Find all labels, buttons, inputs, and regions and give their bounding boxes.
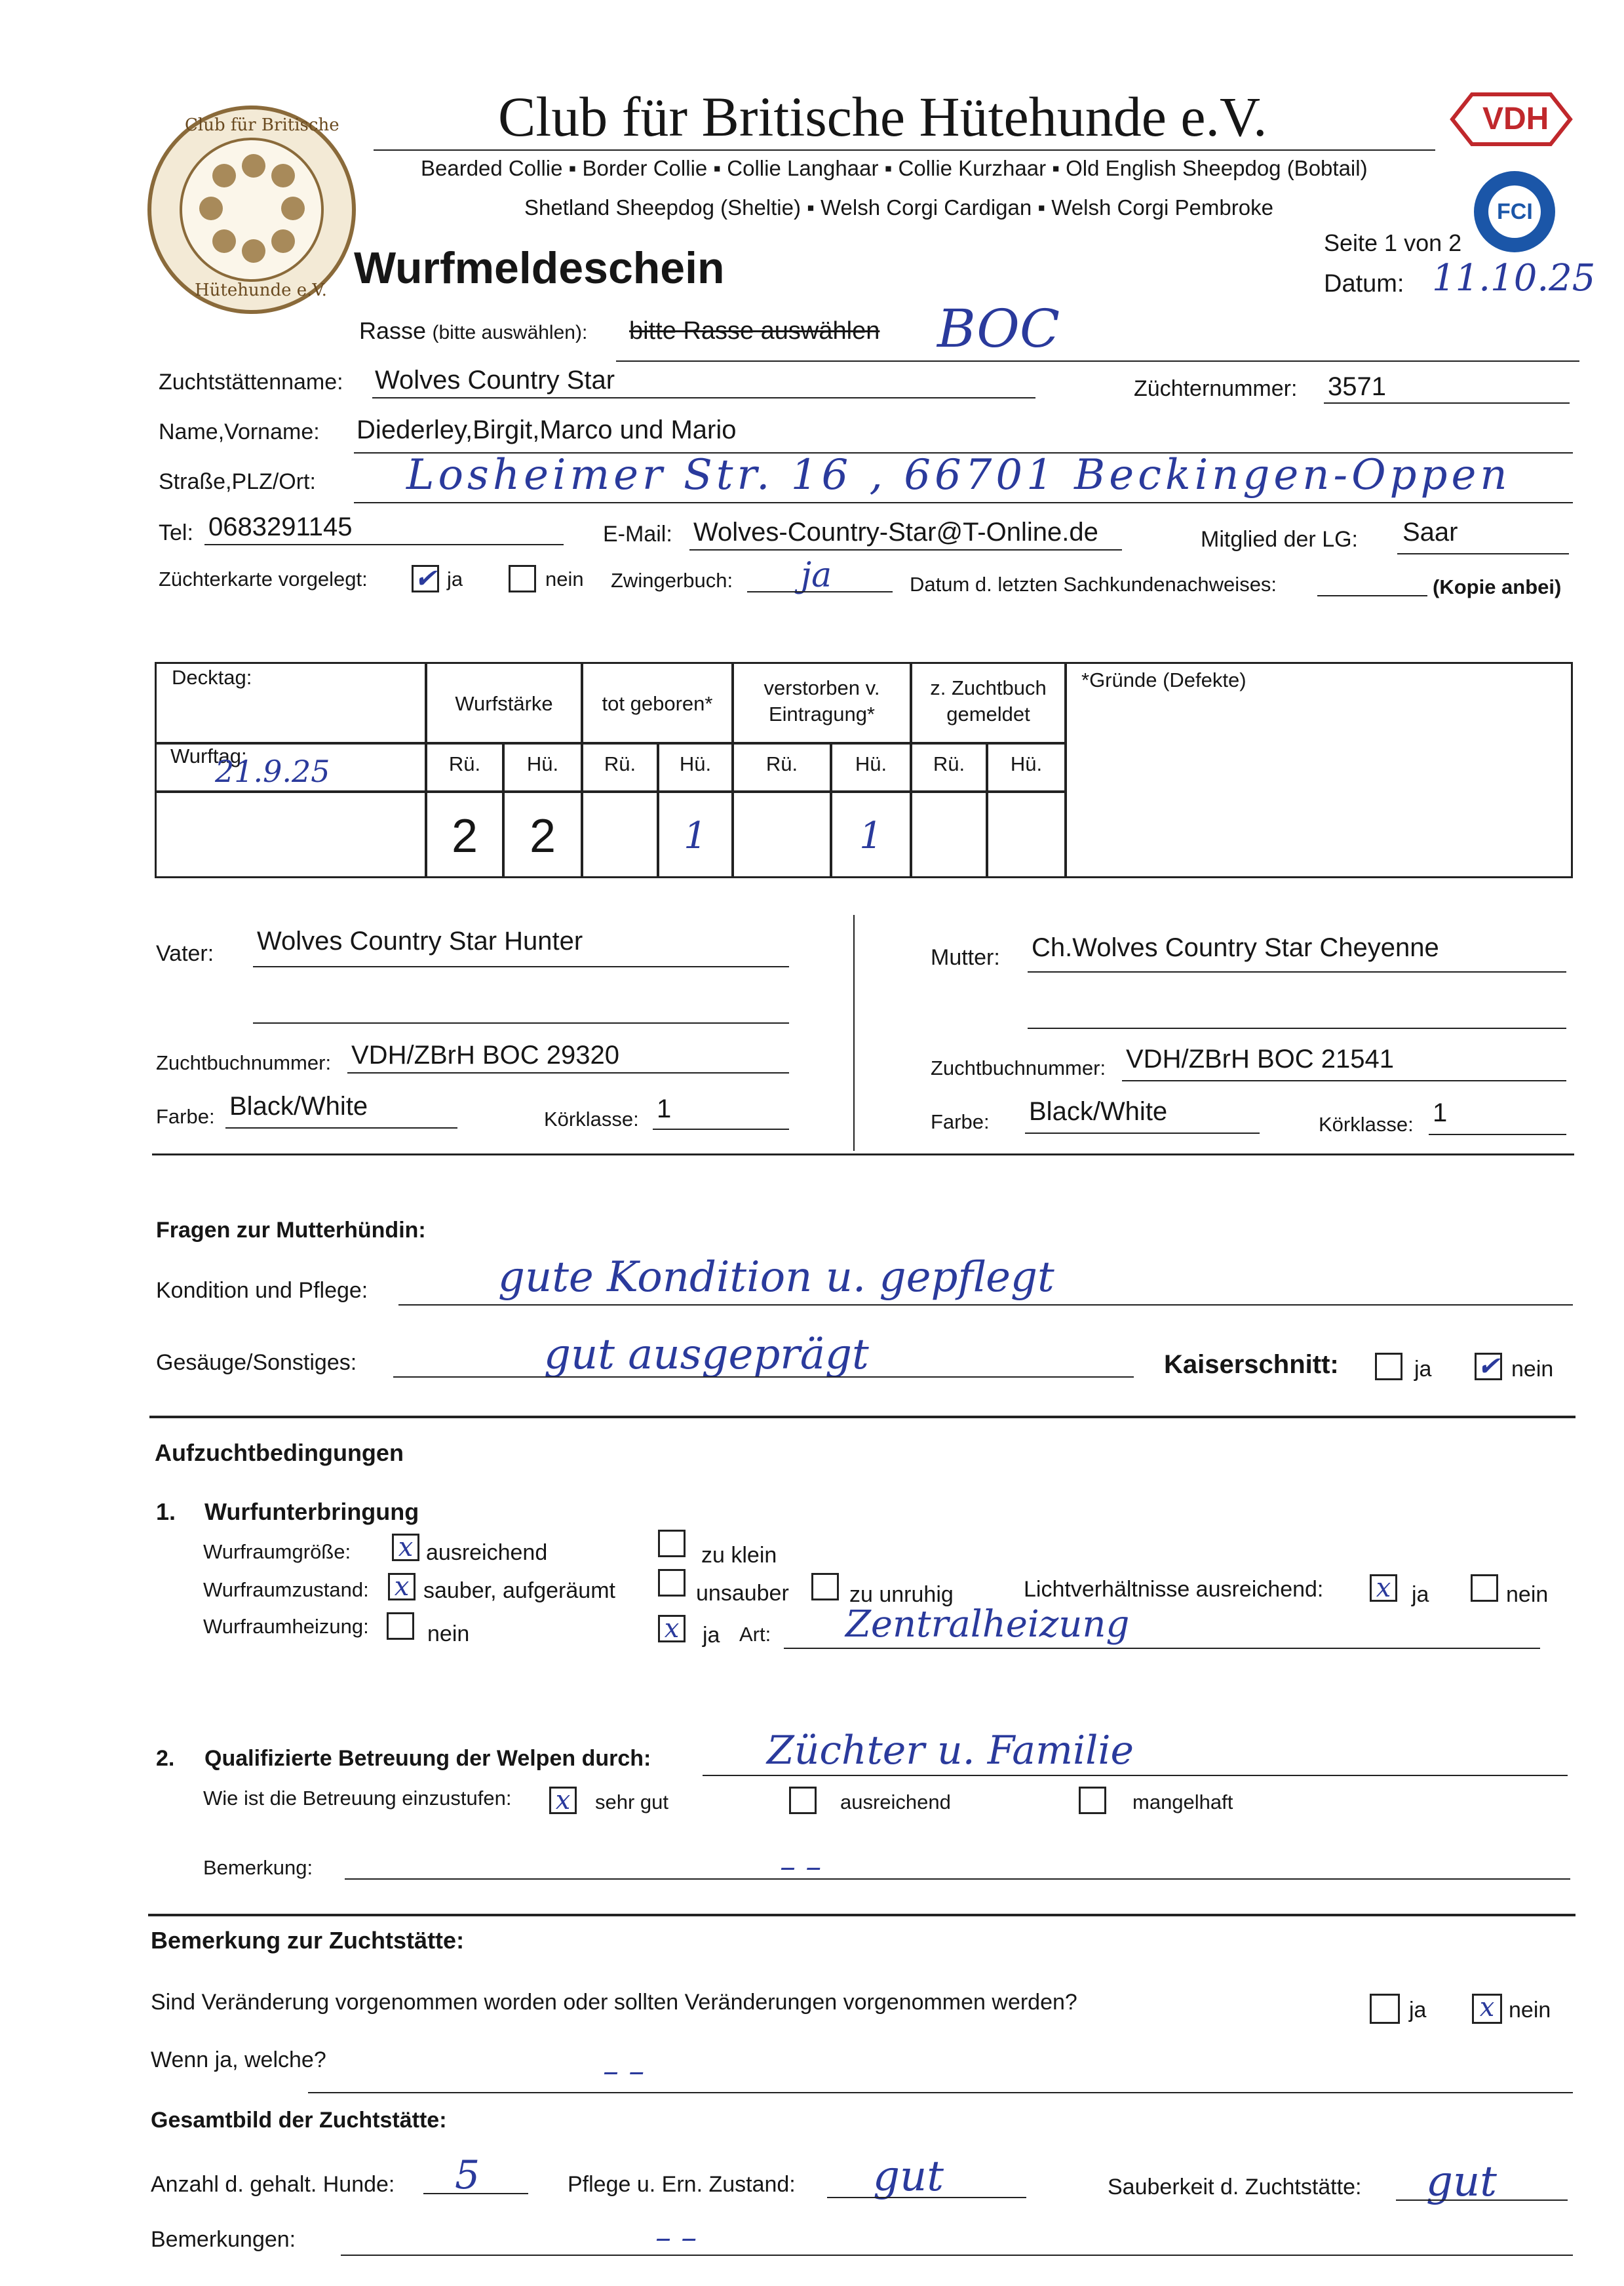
room-state-clean-checkbox[interactable]: x: [388, 1573, 416, 1600]
section-2-title: Qualifizierte Betreuung der Welpen durch:: [204, 1746, 651, 1771]
value-verst-hue[interactable]: 1: [831, 792, 911, 878]
seal-text-bottom: Hütehunde e.V.: [195, 281, 327, 300]
dam-color-rule: [1025, 1133, 1260, 1134]
reasons-cell[interactable]: [1066, 662, 1573, 878]
fci-logo-text: FCI: [1497, 199, 1533, 224]
caesarean-ja-checkbox[interactable]: [1375, 1353, 1402, 1380]
caesarean-ja-label: ja: [1414, 1357, 1432, 1382]
sire-color-rule: [225, 1127, 457, 1129]
changes-ja-checkbox[interactable]: [1370, 1994, 1400, 2024]
rating-label: Wie ist die Betreuung einzustufen:: [203, 1787, 512, 1810]
litter-blank-cell: [155, 792, 426, 878]
breed-value[interactable]: BOC: [937, 298, 1060, 359]
rearing-heading: Aufzuchtbedingungen: [155, 1439, 404, 1466]
heating-label: Wurfraumheizung:: [203, 1615, 369, 1638]
care-rule: [827, 2197, 1026, 2198]
date-label: Datum:: [1324, 270, 1404, 298]
sire-color-label: Farbe:: [156, 1105, 215, 1128]
fci-logo: [1472, 169, 1557, 254]
condition-rule: [398, 1304, 1573, 1306]
condition-value[interactable]: gute Kondition u. gepflegt: [498, 1253, 1054, 1302]
rating-ok-checkbox[interactable]: [789, 1787, 817, 1814]
clean-rule: [1396, 2199, 1568, 2201]
kennel-remarks-heading: Bemerkung zur Zuchtstätte:: [151, 1927, 465, 1954]
dam-name[interactable]: Ch.Wolves Country Star Cheyenne: [1032, 933, 1439, 962]
mother-heading: Fragen zur Mutterhündin:: [156, 1218, 426, 1243]
value-verst-rue[interactable]: [733, 792, 831, 878]
breed-label: Rasse: [359, 317, 427, 344]
lg-value[interactable]: Saar: [1402, 518, 1458, 547]
rating-good-checkbox[interactable]: x: [549, 1787, 577, 1814]
clean-label: Sauberkeit d. Zuchtstätte:: [1108, 2175, 1362, 2199]
name-label: Name,Vorname:: [159, 419, 320, 444]
room-size-small-checkbox[interactable]: [658, 1530, 686, 1557]
sire-studbook-label: Zuchtbuchnummer:: [156, 1051, 332, 1074]
kennel-label: Zuchtstättenname:: [159, 370, 343, 395]
remark-value[interactable]: – –: [780, 1848, 822, 1885]
sire-class-value[interactable]: 1: [657, 1095, 672, 1123]
caesarean-label: Kaiserschnitt:: [1164, 1350, 1339, 1379]
dam-name-rule: [1028, 971, 1566, 973]
tel-label: Tel:: [159, 520, 193, 545]
rating-bad-label: mangelhaft: [1132, 1791, 1233, 1813]
dam-studbook-rule: [1122, 1080, 1566, 1081]
breeds-line-2: Shetland Sheepdog (Sheltie) ▪ Welsh Corgi Cardigan ▪ Welsh Corgi Pembroke: [524, 195, 1273, 220]
section-2-value[interactable]: Züchter u. Familie: [767, 1728, 1134, 1773]
card-ja-label: ja: [447, 568, 463, 591]
vdh-logo: [1446, 92, 1577, 147]
room-state-restless-checkbox[interactable]: [811, 1573, 839, 1600]
overall-heading: Gesamtbild der Zuchtstätte:: [151, 2108, 447, 2133]
value-tot-hue[interactable]: 1: [658, 792, 733, 878]
dam-color-label: Farbe:: [931, 1110, 990, 1133]
sub-header: Rü.: [426, 743, 503, 792]
room-size-small-label: zu klein: [701, 1543, 777, 1568]
sire-name-rule-2: [253, 1022, 789, 1024]
changes-nein-label: nein: [1509, 1998, 1551, 2023]
remarks-value[interactable]: – –: [655, 2219, 697, 2256]
heating-art-label: Art:: [739, 1623, 771, 1646]
kopie-note: (Kopie anbei): [1433, 575, 1562, 598]
heating-art-rule: [784, 1648, 1540, 1649]
caesarean-nein-checkbox[interactable]: ✔: [1475, 1353, 1502, 1380]
sachkunde-rule: [1317, 595, 1427, 596]
kennelbook-rule: [747, 591, 893, 592]
changes-ja-label: ja: [1409, 1998, 1427, 2023]
sire-name-rule: [253, 966, 789, 967]
wurftag-label: Wurftag:: [170, 745, 247, 767]
sub-header: Rü.: [582, 743, 658, 792]
sire-studbook-rule: [347, 1072, 789, 1074]
section-2-number: 2.: [156, 1746, 175, 1771]
email-rule: [689, 549, 1122, 551]
lg-label: Mitglied der LG:: [1201, 527, 1358, 552]
heating-nein-label: nein: [427, 1621, 470, 1646]
value-wurf-rue[interactable]: 2: [426, 792, 503, 878]
value-zb-rue[interactable]: [911, 792, 987, 878]
teats-label: Gesäuge/Sonstiges:: [156, 1350, 357, 1375]
value-zb-hue[interactable]: [987, 792, 1066, 878]
room-size-ok-checkbox[interactable]: x: [392, 1534, 419, 1561]
address-label: Straße,PLZ/Ort:: [159, 469, 316, 494]
caesarean-nein-label: nein: [1511, 1357, 1554, 1382]
card-label: Züchterkarte vorgelegt:: [159, 568, 368, 591]
room-size-label: Wurfraumgröße:: [203, 1540, 351, 1563]
sachkunde-label: Datum d. letzten Sachkundenachweises:: [910, 573, 1277, 596]
heating-nein-checkbox[interactable]: [387, 1612, 414, 1640]
value-wurf-hue[interactable]: 2: [503, 792, 582, 878]
sub-header: Hü.: [658, 743, 733, 792]
dam-studbook-value[interactable]: VDH/ZBrH BOC 21541: [1126, 1045, 1395, 1074]
which-value[interactable]: – –: [603, 2053, 645, 2089]
care-label: Pflege u. Ern. Zustand:: [568, 2172, 796, 2197]
dam-color-value[interactable]: Black/White: [1029, 1097, 1168, 1126]
changes-nein-checkbox[interactable]: x: [1472, 1994, 1502, 2024]
name-value[interactable]: Diederley,Birgit,Marco und Mario: [357, 416, 737, 444]
parents-bottom-rule: [152, 1153, 1574, 1155]
breeder-number-rule: [1324, 402, 1570, 404]
header-rule: [374, 149, 1435, 151]
sire-name[interactable]: Wolves Country Star Hunter: [257, 927, 583, 956]
remarks-rule: [341, 2255, 1573, 2256]
header-wurfstaerke: Wurfstärke: [426, 662, 582, 743]
breed-rule: [616, 360, 1579, 362]
dam-class-value[interactable]: 1: [1433, 1098, 1448, 1127]
decktag-cell[interactable]: [155, 662, 426, 743]
condition-label: Kondition und Pflege:: [156, 1278, 368, 1303]
dam-studbook-label: Zuchtbuchnummer:: [931, 1056, 1106, 1079]
kennel-rule: [372, 397, 1035, 398]
seal-text-top: Club für Britische: [185, 115, 339, 135]
light-ja-checkbox[interactable]: x: [1370, 1574, 1397, 1602]
breed-label-row: [359, 317, 587, 345]
sire-color-value[interactable]: Black/White: [229, 1092, 368, 1121]
card-nein-label: nein: [545, 568, 584, 591]
light-nein-label: nein: [1506, 1582, 1549, 1607]
parents-divider: [853, 915, 855, 1151]
sire-label: Vater:: [156, 941, 214, 966]
breeder-number-value[interactable]: 3571: [1328, 372, 1386, 401]
email-label: E-Mail:: [603, 522, 672, 547]
dam-class-rule: [1429, 1134, 1566, 1135]
light-ja-label: ja: [1412, 1582, 1429, 1607]
kennelbook-value[interactable]: ja: [801, 556, 832, 595]
sub-header: Hü.: [831, 743, 911, 792]
remarks-label: Bemerkungen:: [151, 2227, 296, 2252]
tel-value[interactable]: 0683291145: [208, 513, 353, 541]
kennel-value[interactable]: Wolves Country Star: [375, 366, 615, 395]
rating-good-label: sehr gut: [595, 1791, 669, 1813]
sire-studbook-value[interactable]: VDH/ZBrH BOC 29320: [351, 1041, 620, 1070]
section-1-number: 1.: [156, 1498, 176, 1525]
club-name: Club für Britische Hütehunde e.V.: [498, 85, 1267, 148]
teats-value[interactable]: gut ausgeprägt: [544, 1330, 869, 1379]
room-state-dirty-checkbox[interactable]: [658, 1569, 686, 1597]
breed-placeholder: bitte Rasse auswählen: [629, 317, 880, 345]
header-verstorben: verstorben v. Eintragung*: [733, 662, 911, 743]
teats-rule: [393, 1376, 1134, 1378]
sub-header: Hü.: [503, 743, 582, 792]
breed-hint: (bitte auswählen):: [432, 322, 588, 343]
care-value[interactable]: gut: [873, 2152, 944, 2201]
form-title: Wurfmeldeschein: [354, 243, 725, 293]
club-seal: [145, 104, 358, 316]
card-ja-checkbox[interactable]: ✔: [412, 565, 439, 592]
room-size-ok-label: ausreichend: [426, 1540, 548, 1565]
header-tot-geboren: tot geboren*: [582, 662, 733, 743]
heating-art-value[interactable]: Zentralheizung: [845, 1603, 1130, 1646]
dogs-label: Anzahl d. gehalt. Hunde:: [151, 2172, 395, 2197]
wurftag-value: 21.9.25: [215, 754, 330, 789]
room-state-dirty-label: unsauber: [696, 1581, 789, 1606]
remark-rule: [345, 1878, 1570, 1880]
breeder-number-label: Züchternummer:: [1134, 376, 1298, 401]
which-rule: [308, 2092, 1573, 2093]
dam-name-rule-2: [1028, 1028, 1566, 1029]
heating-ja-checkbox[interactable]: x: [658, 1615, 686, 1642]
address-value[interactable]: Losheimer Str. 16 , 66701 Beckingen-Oppen: [406, 451, 1511, 499]
light-label: Lichtverhältnisse ausreichend:: [1024, 1577, 1324, 1602]
sub-header: Rü.: [733, 743, 831, 792]
lg-rule: [1397, 553, 1569, 554]
tel-rule: [204, 544, 564, 545]
section-1-title: Wurfunterbringung: [204, 1498, 419, 1525]
clean-value[interactable]: gut: [1426, 2158, 1497, 2206]
rearing-bottom-rule: [148, 1914, 1576, 1916]
which-label: Wenn ja, welche?: [151, 2047, 326, 2072]
room-state-label: Wurfraumzustand:: [203, 1578, 369, 1601]
dogs-value[interactable]: 5: [455, 2152, 480, 2198]
card-nein-checkbox[interactable]: [509, 565, 536, 592]
decktag-label: Decktag:: [172, 666, 252, 689]
light-nein-checkbox[interactable]: [1471, 1574, 1498, 1602]
dam-class-label: Körklasse:: [1319, 1113, 1414, 1136]
section-2-rule: [703, 1775, 1568, 1776]
rating-bad-checkbox[interactable]: [1079, 1787, 1106, 1814]
remark-label: Bemerkung:: [203, 1856, 313, 1879]
date-value[interactable]: 11.10.25: [1432, 257, 1596, 300]
address-rule: [354, 502, 1573, 503]
heating-ja-label: ja: [703, 1623, 720, 1648]
email-value[interactable]: Wolves-Country-Star@T-Online.de: [693, 518, 1098, 547]
wurftag-cell[interactable]: [155, 743, 426, 792]
dogs-rule: [423, 2193, 528, 2194]
sire-class-label: Körklasse:: [544, 1108, 639, 1131]
value-tot-rue[interactable]: [582, 792, 658, 878]
sire-class-rule: [653, 1129, 789, 1130]
kennelbook-label: Zwingerbuch:: [611, 569, 733, 592]
vdh-logo-text: VDH: [1482, 102, 1549, 136]
mother-bottom-rule: [149, 1416, 1576, 1418]
page-indicator: Seite 1 von 2: [1324, 229, 1462, 256]
sub-header: Rü.: [911, 743, 987, 792]
header-zuchtbuch: z. Zuchtbuch gemeldet: [911, 662, 1066, 743]
dam-label: Mutter:: [931, 945, 1000, 970]
changes-question: Sind Veränderung vorgenommen worden oder sollten Veränderungen vorgenommen werden?: [151, 1990, 1077, 2015]
sub-header: Hü.: [987, 743, 1066, 792]
room-state-restless-label: zu unruhig: [849, 1582, 954, 1607]
breeds-line-1: Bearded Collie ▪ Border Collie ▪ Collie Langhaar ▪ Collie Kurzhaar ▪ Old English Sheepdog (Bobtail): [421, 156, 1368, 180]
rating-ok-label: ausreichend: [840, 1791, 951, 1813]
room-state-clean-label: sauber, aufgeräumt: [423, 1578, 615, 1603]
reasons-label: *Gründe (Defekte): [1081, 668, 1247, 691]
